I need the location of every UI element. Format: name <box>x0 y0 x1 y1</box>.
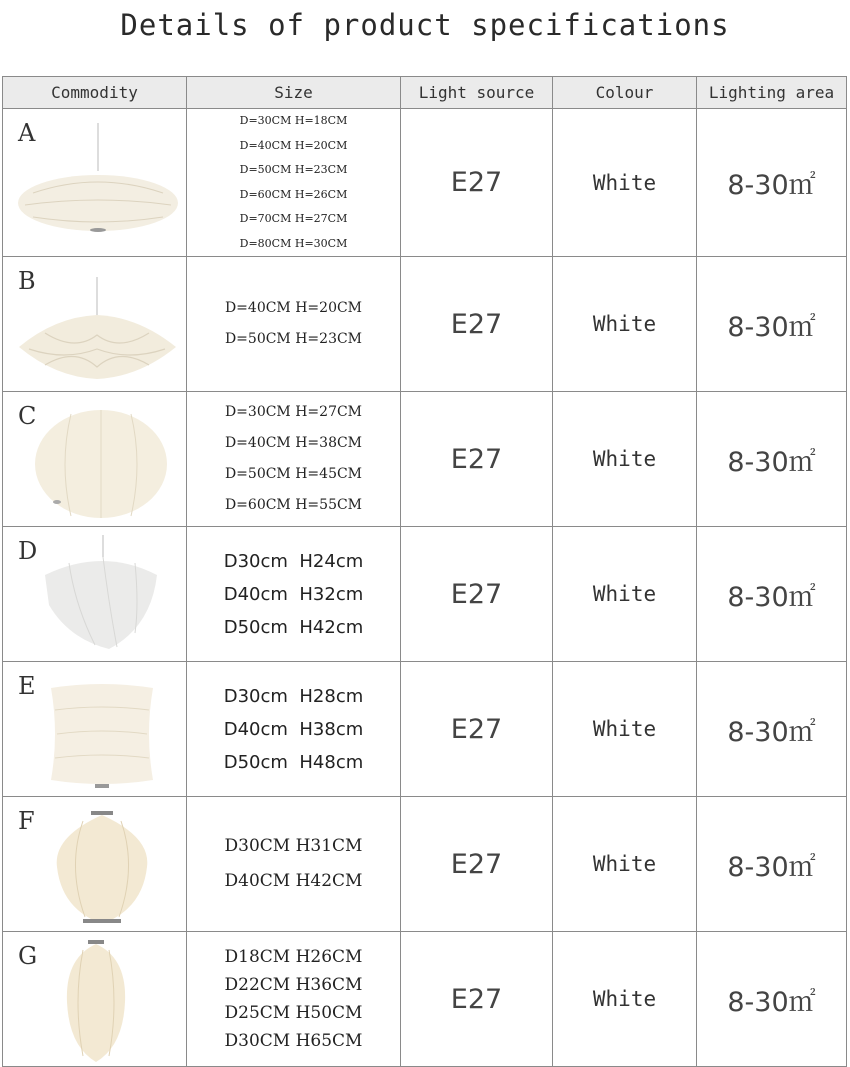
size-line: D30CM H31CM <box>224 836 363 856</box>
lamp-e-image <box>43 680 161 792</box>
colour-cell: White <box>553 527 697 662</box>
size-line: D=40CM H=38CM <box>224 435 363 451</box>
header-commodity: Commodity <box>3 77 187 109</box>
light-source-cell: E27 <box>401 797 553 932</box>
light-source-cell: E27 <box>401 109 553 257</box>
table-row <box>3 392 847 527</box>
size-cell <box>187 109 401 257</box>
size-line: D25CM H50CM <box>224 1003 363 1023</box>
size-line: D=80CM H=30CM <box>239 236 348 250</box>
size-line: D40cm H32cm <box>223 583 364 605</box>
header-lighting-area: Lighting area <box>697 77 847 109</box>
lighting-area-cell: 8-30㎡ <box>697 257 847 392</box>
lighting-area-cell: 8-30㎡ <box>697 662 847 797</box>
table-row <box>3 257 847 392</box>
lamp-d-image <box>39 535 159 659</box>
lamp-b-image <box>15 277 180 385</box>
row-letter: E <box>18 672 36 700</box>
table-row <box>3 527 847 662</box>
table-row <box>3 662 847 797</box>
size-line: D=70CM H=27CM <box>239 212 348 225</box>
colour-cell: White <box>553 257 697 392</box>
page-title: Details of product specifications <box>120 8 730 42</box>
commodity-cell <box>3 662 187 797</box>
size-line: D18CM H26CM <box>224 947 363 967</box>
colour-cell: White <box>553 662 697 797</box>
size-line: D30CM H65CM <box>224 1031 363 1051</box>
size-line: D30cm H28cm <box>223 685 364 707</box>
light-source-cell: E27 <box>401 392 553 527</box>
light-source-cell: E27 <box>401 257 553 392</box>
lighting-area-cell: 8-30㎡ <box>697 932 847 1067</box>
row-letter: A <box>18 119 36 147</box>
light-source-cell: E27 <box>401 662 553 797</box>
spec-table <box>2 76 847 1067</box>
row-letter: B <box>18 267 36 295</box>
size-line: D40cm H38cm <box>223 718 364 740</box>
size-line: D=50CM H=23CM <box>224 331 363 347</box>
size-line: D=50CM H=45CM <box>224 466 363 482</box>
lamp-f-image <box>43 807 161 929</box>
size-cell <box>187 257 401 392</box>
row-letter: C <box>18 402 37 430</box>
size-cell <box>187 527 401 662</box>
colour-cell: White <box>553 932 697 1067</box>
size-line: D40CM H42CM <box>224 871 363 891</box>
size-line: D30cm H24cm <box>223 550 364 572</box>
commodity-cell <box>3 527 187 662</box>
light-source-cell: E27 <box>401 932 553 1067</box>
table-row <box>3 797 847 932</box>
commodity-cell <box>3 257 187 392</box>
size-cell <box>187 932 401 1067</box>
header-size: Size <box>187 77 401 109</box>
row-letter: D <box>18 537 38 565</box>
lighting-area-cell: 8-30㎡ <box>697 527 847 662</box>
lighting-area-cell: 8-30㎡ <box>697 392 847 527</box>
commodity-cell <box>3 109 187 257</box>
size-cell <box>187 797 401 932</box>
colour-cell: White <box>553 109 697 257</box>
lighting-area-cell: 8-30㎡ <box>697 797 847 932</box>
colour-cell: White <box>553 797 697 932</box>
size-line: D=30CM H=27CM <box>224 404 363 420</box>
header-colour: Colour <box>553 77 697 109</box>
size-line: D=40CM H=20CM <box>224 300 363 316</box>
row-letter: F <box>18 807 35 835</box>
size-cell <box>187 392 401 527</box>
lighting-area-cell: 8-30㎡ <box>697 109 847 257</box>
size-line: D=60CM H=55CM <box>224 497 363 513</box>
header-row <box>3 77 847 109</box>
size-line: D=50CM H=23CM <box>239 163 348 176</box>
size-line: D=40CM H=20CM <box>239 138 348 152</box>
commodity-cell <box>3 932 187 1067</box>
table-row <box>3 932 847 1067</box>
lamp-a-image <box>13 123 183 238</box>
commodity-cell <box>3 392 187 527</box>
size-line: D50cm H42cm <box>223 616 364 638</box>
light-source-cell: E27 <box>401 527 553 662</box>
size-cell <box>187 662 401 797</box>
size-line: D=30CM H=18CM <box>239 114 348 127</box>
lamp-g-image <box>61 938 131 1066</box>
size-line: D50cm H48cm <box>223 751 364 773</box>
size-line: D22CM H36CM <box>224 975 363 995</box>
colour-cell: White <box>553 392 697 527</box>
lamp-c-image <box>31 406 171 526</box>
size-line: D=60CM H=26CM <box>239 187 348 201</box>
header-light-source: Light source <box>401 77 553 109</box>
row-letter: G <box>18 942 38 970</box>
commodity-cell <box>3 797 187 932</box>
table-row <box>3 109 847 257</box>
